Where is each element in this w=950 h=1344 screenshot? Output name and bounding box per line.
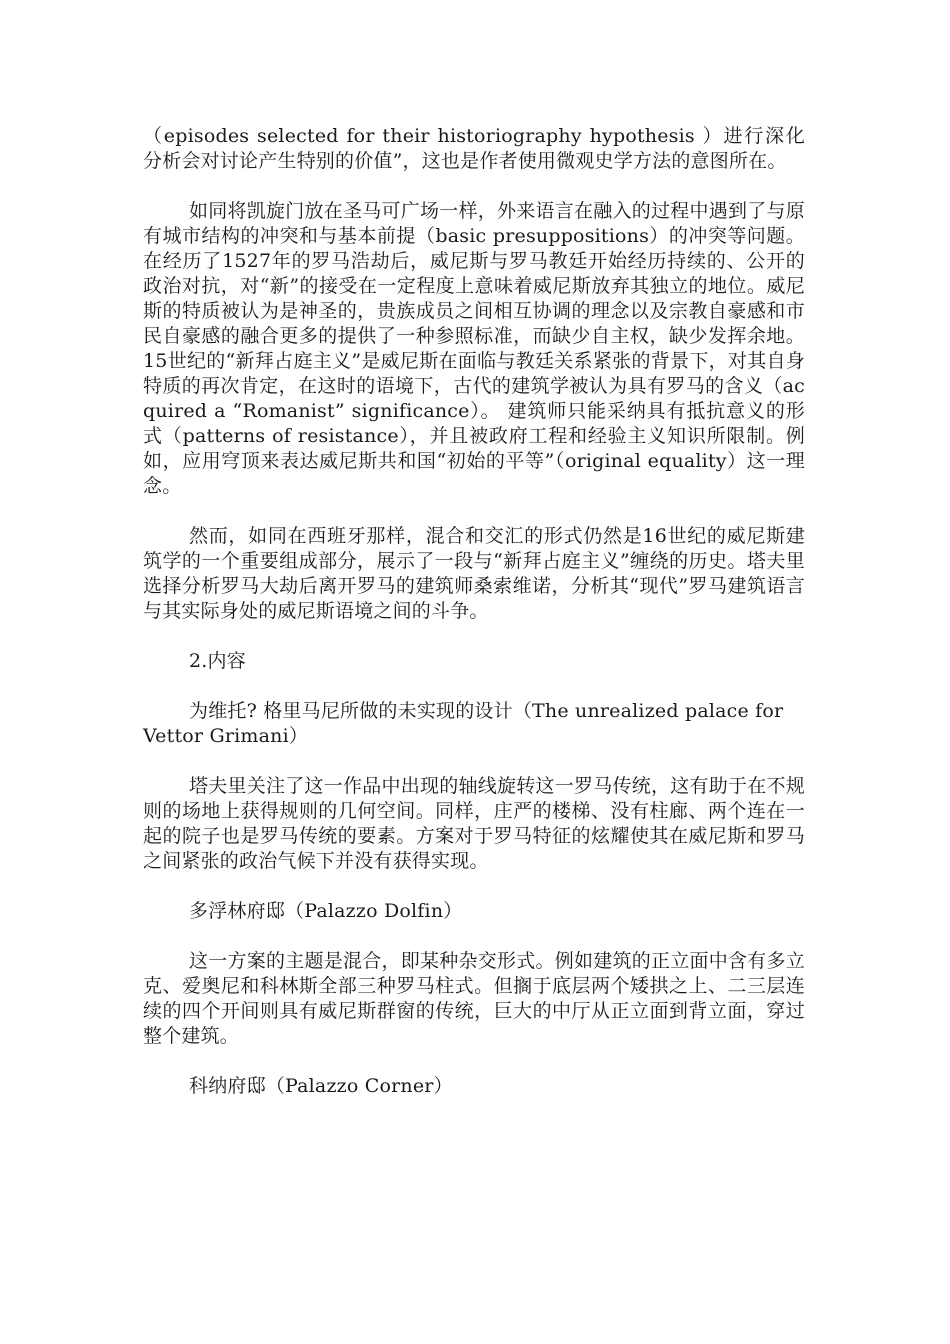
paragraph-palazzo-dolfin: 这一方案的主题是混合，即某种杂交形式。例如建筑的正立面中含有多立克、爱奥尼和科林斯全部三种罗马柱式。但搁于底层两个矮拱之上、二三层连续的四个开间则具有威尼斯群窗的传统，巨大的中厅从正立面到背立面，穿过整个建筑。 [143, 950, 805, 1047]
subheading-grimani-palace: 为维托? 格里马尼所做的未实现的设计（The unrealized palace for Vettor Grimani） [143, 700, 784, 747]
paragraph-continuation: （episodes selected for their historiography hypothesis ）进行深化分析会对讨论产生特别的价值”，这也是作者使用微观史学方法的意图所在。 [143, 125, 805, 172]
subheading-palazzo-dolfin: 多浮林府邸（Palazzo Dolfin） [189, 900, 463, 922]
document-body [143, 124, 805, 1124]
paragraph-venice-roman-conflict: 如同将凯旋门放在圣马可广场一样，外来语言在融入的过程中遇到了与原有城市结构的冲突和与基本前提（basic presuppositions）的冲突等问题。在经历了1527年的罗马浩劫后，威尼斯与罗马教廷开始经历持续的、公开的政治对抗，对“新”的接受在一定程度上意味着威尼斯放弃其独立的地位。威尼斯的特质被认为是神圣的，贵族成员之间相互协调的理念以及宗教自豪感和市民自豪感的融合更多的提供了一种参照标准，而缺少自主权，缺少发挥余地。15世纪的“新拜占庭主义”是威尼斯在面临与教廷关系紧张的背景下，对其自身特质的再次肯定，在这时的语境下，古代的建筑学被认为具有罗马的含义（acquired a “Romanist” significance）。 建筑师只能采纳具有抵抗意义的形式（patterns of resistance），并且被政府工程和经验主义知识所限制。例如，应用穹顶来表达威尼斯共和国“初始的平等”（original equality）这一理念。 [143, 200, 805, 497]
paragraph-hybrid-forms: 然而，如同在西班牙那样，混合和交汇的形式仍然是16世纪的威尼斯建筑学的一个重要组成部分，展示了一段与“新拜占庭主义”缠绕的历史。塔夫里选择分析罗马大劫后离开罗马的建筑师桑索维诺，分析其“现代”罗马建筑语言与其实际身处的威尼斯语境之间的斗争。 [143, 525, 805, 622]
section-heading-content: 2.内容 [189, 650, 246, 672]
paragraph-grimani-palace: 塔夫里关注了这一作品中出现的轴线旋转这一罗马传统，这有助于在不规则的场地上获得规则的几何空间。同样，庄严的楼梯、没有柱廊、两个连在一起的院子也是罗马传统的要素。方案对于罗马特征的炫耀使其在威尼斯和罗马之间紧张的政治气候下并没有获得实现。 [143, 775, 805, 872]
subheading-palazzo-corner: 科纳府邸（Palazzo Corner） [189, 1075, 453, 1097]
